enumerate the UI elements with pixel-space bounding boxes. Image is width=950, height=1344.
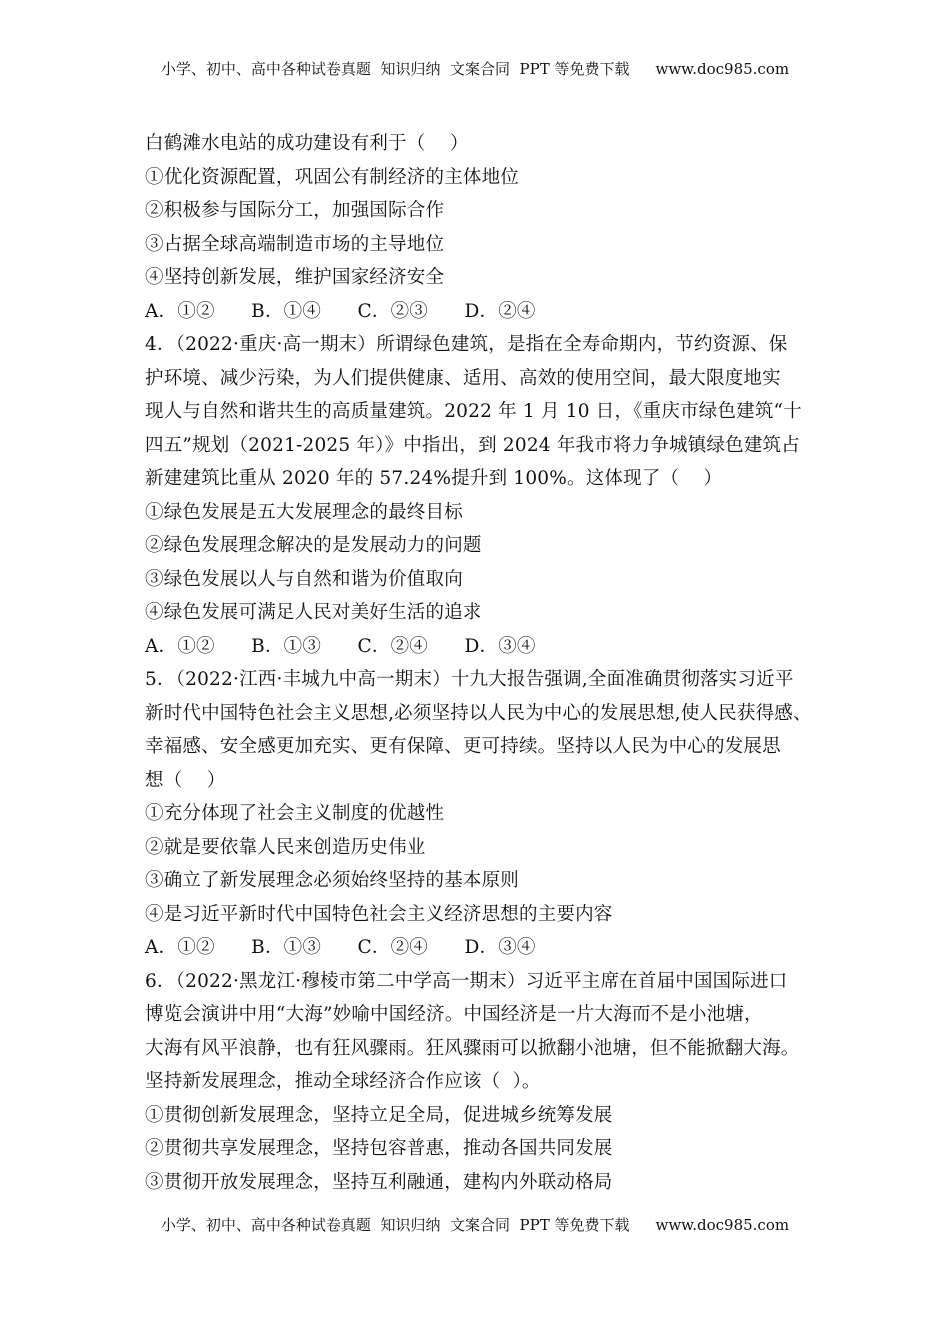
document-body — [145, 127, 825, 1199]
text-line: ①绿色发展是五大发展理念的最终目标 — [145, 501, 463, 523]
text-line: 6．（2022·黑龙江·穆棱市第二中学高一期末）习近平主席在首届中国国际进口 — [145, 970, 788, 992]
text-line: ③占据全球高端制造市场的主导地位 — [145, 233, 445, 255]
text-line: A．①② B．①③ C．②④ D．③④ — [145, 635, 536, 657]
page-footer — [0, 1214, 950, 1235]
text-line: ③贯彻开放发展理念，坚持互利融通，建构内外联动格局 — [145, 1171, 613, 1193]
text-line: ③绿色发展以人与自然和谐为价值取向 — [145, 568, 463, 590]
footer-site: www.doc985.com — [655, 1216, 790, 1234]
text-line: A．①② B．①③ C．②④ D．③④ — [145, 937, 536, 958]
text-line: A．①② B．①④ C．②③ D．②④ — [145, 300, 536, 322]
text-line: 白鹤滩水电站的成功建设有利于（ ） — [145, 133, 469, 154]
text-line: 坚持新发展理念，推动全球经济合作应该（ ）。 — [145, 1071, 541, 1092]
text-line: ①优化资源配置，巩固公有制经济的主体地位 — [145, 166, 520, 188]
header-site: www.doc985.com — [655, 60, 790, 78]
footer-text: 小学、初中、高中各种试卷真题 知识归纳 文案合同 PPT 等免费下载 — [160, 1216, 630, 1234]
text-line: 新时代中国特色社会主义思想,必须坚持以人民为中心的发展思想,使人民获得感、 — [145, 702, 812, 724]
text-line: 四五”规划（2021-2025 年）》中指出，到 2024 年我市将力争城镇绿色建筑占 — [145, 434, 800, 456]
text-line: ②就是要依靠人民来创造历史伟业 — [145, 836, 426, 858]
text-line: 护环境、减少污染，为人们提供健康、适用、高效的使用空间，最大限度地实 — [145, 367, 781, 389]
text-line: 5．（2022·江西·丰城九中高一期末）十九大报告强调,全面准确贯彻落实习近平 — [145, 669, 794, 690]
text-line: ②贯彻共享发展理念，坚持包容普惠，推动各国共同发展 — [145, 1138, 613, 1159]
text-line: 博览会演讲中用“大海”妙喻中国经济。中国经济是一片大海而不是小池塘， — [145, 1004, 763, 1025]
header-text: 小学、初中、高中各种试卷真题 知识归纳 文案合同 PPT 等免费下载 — [160, 60, 630, 78]
text-line: ④坚持创新发展，维护国家经济安全 — [145, 267, 445, 288]
text-line: ①充分体现了社会主义制度的优越性 — [145, 803, 445, 824]
text-line: ④绿色发展可满足人民对美好生活的追求 — [145, 602, 482, 623]
text-line: 幸福感、安全感更加充实、更有保障、更可持续。坚持以人民为中心的发展思 — [145, 736, 781, 757]
text-line: 大海有风平浪静，也有狂风骤雨。狂风骤雨可以掀翻小池塘，但不能掀翻大海。 — [145, 1037, 800, 1059]
text-line: 4．（2022·重庆·高一期末）所谓绿色建筑，是指在全寿命期内，节约资源、保 — [145, 334, 788, 355]
text-line: ③确立了新发展理念必须始终坚持的基本原则 — [145, 870, 520, 891]
text-line: 新建建筑比重从 2020 年的 57.24%提升到 100%。这体现了（ ） — [145, 468, 723, 489]
text-line: ①贯彻创新发展理念，坚持立足全局，促进城乡统筹发展 — [145, 1104, 613, 1126]
text-line: ②绿色发展理念解决的是发展动力的问题 — [145, 535, 482, 556]
text-line: ④是习近平新时代中国特色社会主义经济思想的主要内容 — [145, 903, 613, 925]
text-line: 现人与自然和谐共生的高质量建筑。2022 年 1 月 10 日，《重庆市绿色建筑“十 — [145, 401, 802, 422]
text-line: 想（ ） — [145, 769, 226, 791]
text-line: ②积极参与国际分工，加强国际合作 — [145, 200, 445, 221]
page-header — [0, 58, 950, 79]
